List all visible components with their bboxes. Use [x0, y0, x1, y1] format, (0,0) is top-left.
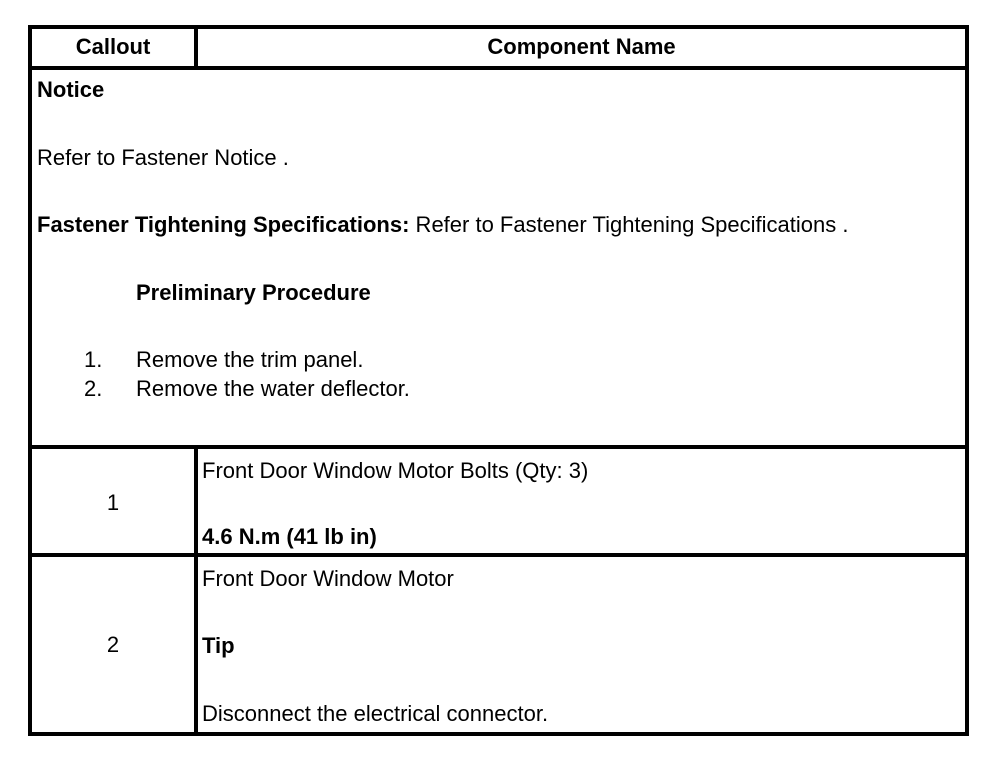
tip-label: Tip	[202, 633, 235, 658]
row-divider	[28, 553, 969, 557]
table-border-top	[28, 25, 969, 29]
table-border-left	[28, 25, 32, 736]
fastener-spec-line	[37, 212, 848, 238]
table-border-right	[965, 25, 969, 736]
row-component: Front Door Window Motor Bolts (Qty: 3)	[202, 458, 589, 483]
component-table	[28, 25, 969, 736]
fastener-notice-text: Refer to Fastener Notice .	[37, 145, 289, 170]
fastener-spec-text: Refer to Fastener Tightening Specifications .	[409, 212, 849, 237]
header-component-name: Component Name	[487, 34, 676, 59]
row-callout: 2	[106, 632, 120, 657]
row-component: Front Door Window Motor	[202, 566, 454, 591]
step-text: Remove the water deflector.	[136, 376, 410, 401]
row-callout: 1	[106, 490, 120, 515]
column-divider-rows	[194, 445, 198, 736]
notice-title: Notice	[37, 77, 105, 102]
fastener-spec-label: Fastener Tightening Specifications:	[37, 212, 410, 237]
step-number: 1.	[84, 347, 103, 372]
table-border-bottom	[28, 732, 969, 736]
step-text: Remove the trim panel.	[136, 347, 364, 372]
step-number: 2.	[84, 376, 103, 401]
preliminary-procedure-title: Preliminary Procedure	[136, 280, 371, 305]
header-divider	[28, 66, 969, 70]
notice-divider	[28, 445, 969, 449]
tip-text: Disconnect the electrical connector.	[202, 701, 549, 726]
row-torque: 4.6 N.m (41 lb in)	[202, 524, 377, 549]
header-callout: Callout	[75, 34, 151, 59]
